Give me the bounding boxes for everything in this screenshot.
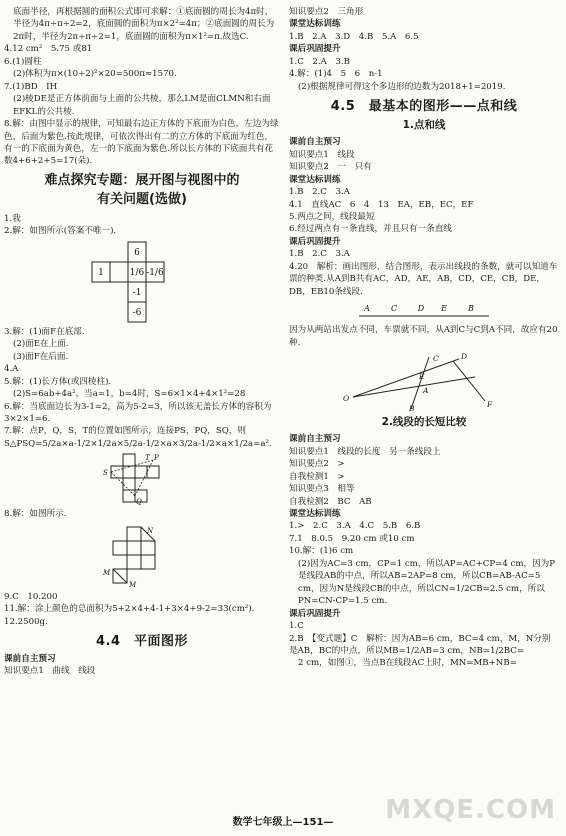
point-label: C [433,354,439,364]
chapter-heading: 4.4 平面图形 [95,634,189,650]
topic-heading [4,171,280,210]
answer-text: 因为从两站出发点不同，车票就不同，从A到C与C到A不同，故应有20种. [289,325,558,348]
section-label: 课堂达标训练 [289,174,341,185]
answer-text: (2)根据规律可得这个多边形的边数为2018+1=2019. [298,81,506,92]
answer-text: 1.B 2.C 3.A [289,249,350,260]
answer-text: 4.12 cm² 5.75 或81 [4,44,93,55]
answer-text: 知识要点1 线段的长度 另一条线段上 [289,446,441,457]
topic-title-line-1: 难点探究专题：展开图与视图中的 [44,172,240,188]
left-column [4,6,280,808]
point-label: B [409,404,415,414]
figure-label: M [103,568,111,577]
answer-text: 6.经过两点有一条直线，并且只有一条直线 [289,224,452,235]
net-pqst-figure [87,452,197,506]
answer-text: 2 cm，如图①，当点B在线段AC上时，MN=MB+NB= [298,658,517,669]
net-cell: 1 [98,267,104,278]
lines-intersection-figure [339,351,509,413]
answer-text: 9.C 10.200 [4,591,58,602]
figure-label: T [145,454,150,463]
answer-text: 7.(1)BD IH [4,81,58,92]
answer-text: 底面半径，再根据圆的面积公式即可求解：①底面圆的周长为4π时，半径为4π÷π÷2=2，底面圆的面积为π×2²=4π；②底面圆的周长为2π时，半径为2π÷π÷2=1，底面圆的面积为π×1²=π.故选C. [13,7,275,42]
answer-text: 11.解：涂上颜色的总面积为5+2×4+4-1+3×4+9-2=33(cm²). [4,604,255,615]
answer-text: 自我检测1 > [289,471,345,482]
section-label: 课后巩固提升 [289,236,341,247]
answer-text: 8.解：由图中显示的规律，可知最右边正方体的下底面为白色，左边为绿色，后面为紫色.按此规律，可依次得出有二的立方体的下底面为红色，有一的下底面为黄色，左一的下底面为紫色.所以长方体的下底面共有花数4+6+2+5=17(朵). [4,119,279,167]
point-label: D [461,352,468,362]
answer-text: 1.C 2.A 3.B [289,56,350,67]
chapter-heading: 4.5 最基本的图形——点和线 [330,99,518,115]
point-label: E [419,372,425,382]
answer-text: 8.解：如图所示. [4,509,67,520]
figure-label: M [129,580,137,589]
answer-text: 知识要点2 三角形 [289,7,364,17]
answer-text: 7.1 8.0.5 9.20 cm 或10 cm [289,533,415,544]
point-label: F [487,400,493,410]
answer-text: 4.20 解析：画出图形，结合图形，表示出线段的条数，就可以知道车票的种类.从A到B共有AC，AD，AE，AB，CD，CE，CB，DE，DB，EB10条线段. [289,261,558,297]
point-label: D [417,304,425,314]
answer-text: (2)因为AC=3 cm，CP=1 cm，所以AP=AC+CP=4 cm，因为P是线段AB的中点，所以AB=2AP=8 cm，所以CB=AB-AC=5 cm，因为N是线段CB的中点，所以CN=1/2CB=2.5 cm，所以PN=CN-CP=1.5 cm. [298,558,556,607]
answer-text: 2.B 【变式题】C 解析：因为AB=6 cm，BC=4 cm，M，N分别是AB，BC的中点，所以MB=1/2AB=3 cm，NB=1/2BC= [289,633,551,656]
answer-text: (2)面E在上面. [13,339,69,350]
point-label: O [343,394,350,404]
figure-label: P [154,454,159,463]
answer-text: S△PSQ=5/2a×a-1/2×1/2a×5/2a-1/2×a×3/2a-1/2×a×1/2a=a². [4,438,272,449]
answer-text: 2.解：如图所示(答案不唯一). [4,226,117,237]
section-label: 课前自主预习 [289,137,341,148]
topic-title-line-2: 有关问题(选做) [97,192,187,208]
answer-text: 4.A [4,364,19,375]
answer-text: 1.B 2.A 3.D 4.B 5.A 6.5 [289,31,419,42]
net-cell: -1/6 [146,267,164,278]
section-label: 课前自主预习 [4,653,56,664]
answer-text: 知识要点3 相等 [289,484,355,495]
subsection-heading: 1.点和线 [402,119,446,132]
section-label: 课前自主预习 [289,434,341,445]
net-cell: 6 [134,247,140,258]
section-label: 课后巩固提升 [289,608,341,619]
point-label: A [423,386,429,396]
point-label: B [468,304,474,314]
answer-text: 知识要点2 > [289,459,345,470]
section-label: 课后巩固提升 [289,44,341,55]
point-label: C [390,304,398,314]
point-label: A [364,304,370,314]
answer-text: 4.1 直线AC 6 4 13 EA，EB，EC，EF [289,199,474,210]
answer-text: 12.2500g. [4,616,48,627]
answer-text: 5.解：(1)长方体(或四棱柱). [4,376,112,387]
answer-text: 4.解：(1)4 5 6 n-1 [289,69,383,80]
figure-label: Q [136,498,142,507]
answer-text: 6.解：当底面边长为3-1=2，高为5-2=3，所以该无盖长方体的容积为3×2×1=6. [4,401,272,424]
figure-label: N [147,526,154,535]
answer-text: 知识要点1 曲线 线段 [4,666,96,677]
net-cell: 1/6 [129,267,145,278]
net-cell: -6 [132,307,142,318]
answer-text: 知识要点2 一 只有 [289,162,372,173]
answer-text: (3)面F在后面. [13,351,69,362]
answer-text: 3.解：(1)面F在底部. [4,326,85,337]
net-figure-8 [87,523,197,589]
net-cell: -1 [132,287,142,298]
answer-text: 10.解：(1)6 cm [289,546,354,557]
figure-label: S [103,469,108,478]
answer-text: 自我检测2 BC AB [289,496,372,507]
answer-text: 1.我 [4,213,21,224]
page-footer: 数学七年级上—151— [232,816,334,828]
answer-text: (2)棱DE是正方体前面与上面的公共棱，那么LM是面CLMN和右面EFKL的公共棱. [13,94,271,117]
right-column [289,6,559,808]
answer-text: (2)体积为π×(10÷2)²×20=500π≈1570. [13,69,177,80]
answer-text: 7.解：点P，Q，S，T的位置如图所示，连接PS，PQ，SQ，则 [4,426,246,437]
cube-net-figure [82,240,202,324]
point-label: E [441,304,447,314]
answer-text: 6.(1)圆柱 [4,56,42,67]
watermark-logo: MXQE.COM [385,795,556,826]
answer-text: 1.B 2.C 3.A [289,187,350,198]
answer-text: 1.> 2.C 3.A 4.C 5.B 6.B [289,521,421,532]
answer-text: 1.C [289,621,304,632]
answer-text: 5.两点之间，线段最短 [289,211,375,222]
subsection-heading: 2.线段的长短比较 [381,416,467,429]
answer-text: 知识要点1 线段 [289,149,355,160]
answer-text: (2)S=6ab+4a²，当a=1，b=4时，S=6×1×4+4×1²=28 [13,389,246,400]
number-line-figure [349,300,499,322]
section-label: 课堂达标训练 [289,19,341,30]
section-label: 课堂达标训练 [289,508,341,519]
